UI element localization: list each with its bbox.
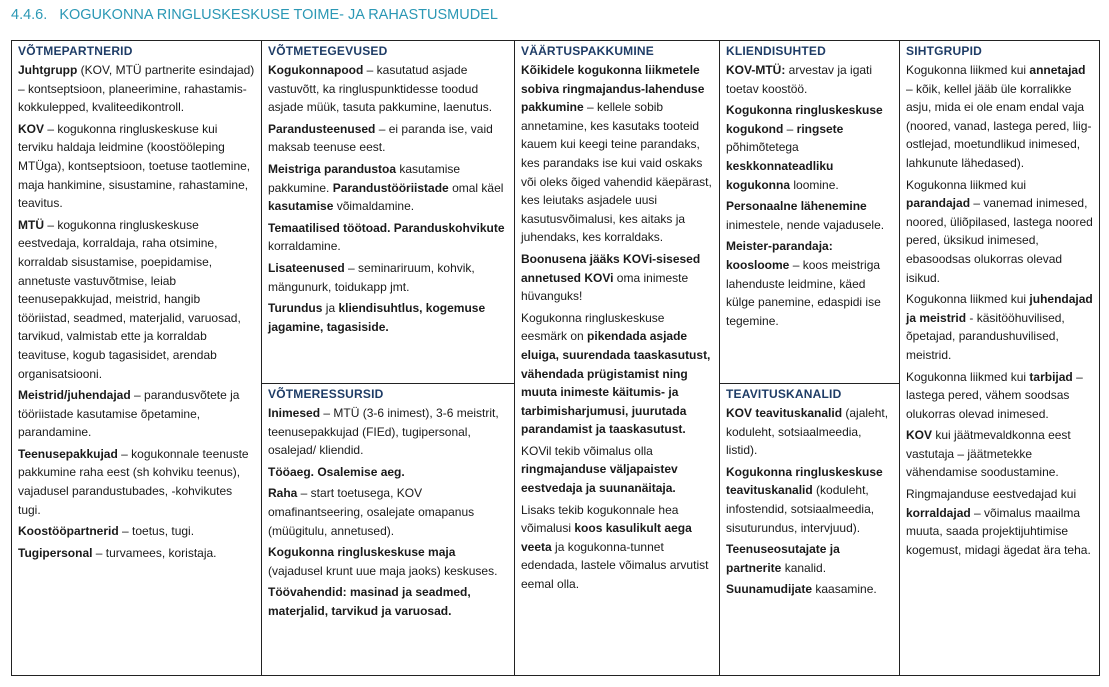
text: – lastega pered, vähem soodsas olukorras olevad inimesed. [906, 369, 1083, 421]
paragraph [268, 160, 508, 216]
bold-text: Parandustööriistade [332, 180, 449, 195]
bold-text: Kogukonna ringluskeskuse maja [268, 545, 456, 560]
paragraph [726, 197, 893, 234]
bold-text: Boonusena jääks KOVi-sisesed annetused KOVi [521, 251, 701, 285]
section-header: VÕTMETEGEVUSED [268, 44, 388, 58]
section-heading [11, 7, 498, 23]
paragraph [268, 404, 508, 460]
section-key-partners [12, 41, 261, 675]
paragraph [18, 445, 255, 519]
section-number: 4.4.6. [11, 7, 48, 23]
text: (KOV, MTÜ partnerite esindajad) – kontseptsioon, planeerimine, rahastamis-kokkulepped, kvaliteedikontroll. [18, 63, 255, 115]
text: – koos meistriga lahenduste leidmine, käed külge panemine, edaspidi ise tegemine. [726, 257, 881, 328]
bold-text: juhendajad ja meistrid [906, 292, 1093, 325]
bold-text: KOV [18, 121, 45, 136]
section-channels [720, 383, 899, 675]
paragraph [521, 309, 713, 439]
paragraph [726, 463, 893, 537]
text: Ringmajanduse eestvedajad kui [906, 487, 1077, 502]
bold-text: Turundus [268, 301, 323, 316]
bold-text: koos kasulikult aega veeta [521, 521, 692, 554]
text: – toetus, tugi. [118, 524, 195, 539]
paragraph [521, 442, 713, 498]
text: – turvamees, koristaja. [92, 545, 217, 560]
bold-text: parandajad [906, 196, 971, 211]
paragraph [18, 120, 255, 213]
text: – kogukonna ringluskeskuse kui terviku haldaja leidmine (koostööleping MTÜga), kontseptsioon, toetuse taotlemine, maja hankimine, sisustamine, rahastamine, teavitus. [18, 121, 251, 211]
bold-text: Koostööpartnerid [18, 524, 119, 539]
paragraph [268, 299, 508, 336]
bold-text: Personaalne lähenemine [726, 199, 867, 214]
paragraph [726, 404, 893, 460]
text: põhimõtetega [726, 140, 799, 155]
text: (vajadusel krunt uue maja jaoks) keskuses. [268, 563, 498, 578]
bold-text: Lisateenused [268, 260, 345, 275]
bold-text: Teenuseosutajate ja partnerite [726, 542, 840, 575]
paragraph [726, 101, 893, 194]
paragraph [726, 237, 893, 330]
text: Kogukonna liikmed kui [906, 177, 1027, 192]
section-header: KLIENDISUHTED [726, 44, 826, 58]
paragraph [726, 61, 893, 98]
text: ja kogukonna-tunnet edendada, lastele võimalus arvutist eemal olla. [521, 539, 709, 592]
text: (koduleht, infostendid, sotsiaalmeedia, sisuturundus, intervjuud). [726, 483, 875, 535]
text: loomine. [790, 177, 839, 192]
bold-text: Inimesed [268, 406, 321, 420]
text: Lisaks tekib kogukonnale hea võimalusi [521, 502, 679, 536]
bold-text: Kõikidele kogukonna liikmetele sobiva ringmajandus-lahenduse pakkumine [521, 63, 705, 115]
text: Kogukonna liikmed kui [906, 63, 1030, 77]
text: – kõik, kellel jääb üle korralikke asju, mida ei ole enam endal vaja (noored, vanad, lastega pered, liig-ostlejad, moetundlikud inimesed, lahkunute lähedased). [906, 81, 1092, 170]
paragraph [726, 540, 893, 577]
section-key-resources [262, 383, 514, 675]
bold-text: Parandusteenused [268, 121, 376, 136]
paragraph [18, 216, 255, 383]
text: – seminariruum, kohvik, mängunurk, toidukapp jmt. [268, 260, 475, 294]
bold-text: kasutamise [268, 199, 334, 214]
bold-text: Kogukonna ringluskeskuse teavituskanalid [726, 464, 883, 498]
bold-text: Tugipersonal [18, 545, 93, 560]
paragraph [906, 61, 1093, 173]
bold-text: KOV [906, 428, 933, 443]
paragraph [268, 259, 508, 296]
bold-text: Tööaeg. Osalemise aeg. [268, 464, 405, 479]
bold-text: Raha [268, 486, 298, 501]
text: – kasutatud asjade vastuvõtt, ka ringluspunktidesse toodud asjade müük, tasuta pakkumine, laenutus. [268, 63, 493, 115]
text: - käsitööhuvilised, õpetajad, parandushuvilised, meistrid. [906, 310, 1065, 362]
paragraph [906, 290, 1093, 364]
bold-text: MTÜ [18, 217, 44, 232]
text: – vanemad inimesed, noored, üliõpilased, lastega noored pered, üksikud inimesed, ebasoodsas olukorras olevad isikud. [906, 196, 1093, 285]
paragraph [521, 501, 713, 594]
text: – [783, 121, 797, 136]
paragraph [268, 61, 508, 117]
bold-text: korraldajad [906, 505, 971, 520]
section-header: SIHTGRUPID [906, 44, 983, 58]
text: omal käel [448, 180, 504, 195]
paragraph [726, 580, 893, 599]
section-title: KOGUKONNA RINGLUSKESKUSE TOIME- JA RAHASTUSMUDEL [59, 7, 498, 23]
section-header: VÄÄRTUSPAKKUMINE [521, 44, 654, 58]
column-key-partners [12, 41, 262, 675]
text: kasutamise pakkumine. [268, 161, 461, 195]
bold-text: KOV-MTÜ: [726, 63, 786, 77]
bold-text: ringmajanduse väljapaistev eestvedaja ja suunanäitaja. [521, 462, 678, 496]
text: (ajaleht, koduleht, sotsiaalmeedia, listid). [726, 406, 889, 458]
paragraph [18, 544, 255, 563]
bold-text: Suunamudijate [726, 582, 813, 597]
bold-text: Meistrid/juhendajad [18, 388, 131, 403]
paragraph [18, 61, 255, 117]
section-header: VÕTMERESSURSID [268, 387, 384, 401]
bold-text: KOV teavituskanalid [726, 406, 843, 420]
text: võimaldamine. [333, 199, 415, 214]
paragraph [906, 176, 1093, 288]
paragraph [268, 543, 508, 580]
section-header: TEAVITUSKANALID [726, 387, 842, 401]
bold-text: Meister-parandaja: koosloome [726, 239, 833, 272]
section-header: VÕTMEPARTNERID [18, 44, 133, 58]
text: ja [322, 301, 339, 316]
text: – kogukonnale teenuste pakkumine raha eest (sh kohviku teenus), vajadusel parandustubades, -kohvikutes tugi. [18, 446, 249, 517]
text: Kogukonna liikmed kui [906, 369, 1030, 384]
section-customer-relationships [720, 41, 899, 383]
paragraph [268, 120, 508, 157]
bold-text: Kogukonnapood [268, 63, 364, 77]
section-key-activities [262, 41, 514, 383]
paragraph [906, 426, 1093, 482]
bold-text: Temaatilised töötoad. Paranduskohvikute [268, 220, 505, 235]
bold-text: ringsete [796, 121, 844, 136]
column-value-proposition [515, 41, 720, 675]
bold-text: Kogukonna ringluskeskuse kogukond [726, 103, 883, 136]
bold-text: pikendada asjade eluiga, suurendada taaskasutust, vähendada prügistamist ning muuta inimeste käitumis- ja tarbimisharjumusi, juurutada parandamist ja taaskasutust. [521, 329, 711, 437]
bold-text: kliendisuhtlus, kogemuse jagamine, tagasiside. [268, 301, 486, 334]
text: – kellele sobib annetamine, kes kasutaks tooteid kauem kui keegi teine parandaks, kes parandaks ise kui vaid oskaks või oleks õiged vahendid käepärast, kes leiutaks asjadele uusi kasutusvõimalusi, kes aitaks ja juhendaks, kes korraldaks. [521, 100, 712, 245]
text: Kogukonna ringluskeskuse eesmärk on [521, 310, 665, 344]
paragraph [906, 368, 1093, 424]
bold-text: annetajad [1029, 63, 1086, 77]
text: kanalid. [781, 560, 827, 575]
text: KOVil tekib võimalus olla [521, 443, 653, 458]
paragraph [521, 61, 713, 247]
paragraph [268, 583, 508, 620]
bold-text: Juhtgrupp [18, 63, 78, 77]
column-activities-resources [262, 41, 515, 675]
column-relationships-channels [720, 41, 900, 675]
paragraph [268, 463, 508, 482]
bold-text: tarbijad [1029, 369, 1073, 384]
text: – MTÜ (3-6 inimest), 3-6 meistrit, teenusepakkujad (FIEd), tugipersonal, osalejad/ kliendid. [268, 406, 499, 458]
section-value-proposition [515, 41, 719, 675]
bold-text: keskkonnateadliku kogukonna [726, 158, 834, 192]
text: arvestav ja igati toetav koostöö. [726, 63, 873, 96]
text: – parandusvõtete ja tööriistade kasutamise õpetamine, parandamine. [18, 388, 240, 440]
bold-text: Meistriga parandustoa [268, 161, 397, 176]
text: – ei paranda ise, vaid maksab teenuse eest. [268, 121, 493, 155]
paragraph [521, 250, 713, 306]
paragraph [906, 485, 1093, 559]
paragraph [268, 484, 508, 540]
bold-text: Teenusepakkujad [18, 446, 118, 461]
text: kui jäätmevaldkonna eest vastutaja – jäätmetekke vähendamise soodustamine. [906, 428, 1071, 480]
bold-text: Töövahendid: masinad ja seadmed, materjalid, tarvikud ja varuosad. [268, 585, 471, 618]
paragraph [18, 386, 255, 442]
text: kaasamine. [812, 582, 877, 597]
paragraph [268, 219, 508, 256]
paragraph [18, 522, 255, 541]
text: – võimalus maailma muuta, saada projektijuhtimise kogemust, midagi ägedat ära teha. [906, 505, 1091, 557]
text: – start toetusega, KOV omafinantseering, osalejate omapanus (müügitulu, annetused). [268, 486, 475, 538]
section-target-groups [900, 41, 1099, 675]
business-model-canvas [11, 40, 1100, 676]
text: korraldamine. [268, 239, 341, 254]
text: – kogukonna ringluskeskuse eestvedaja, korraldaja, raha otsimine, korraldab sisustamise, poepidamise, annetuste vastuvõtmise, leiab teenusepakkujad, meistrid, hangib tööriistad, seadmed, materjalid, varuosad, tarvikud, valmistab ette ja korraldab teavituse, kogub tagasisidet, arendab organisatsiooni. [18, 217, 241, 381]
text: Kogukonna liikmed kui [906, 292, 1030, 307]
text: inimestele, nende vajadusele. [726, 217, 885, 232]
text: oma inimeste hüvanguks! [521, 270, 689, 304]
column-target-groups [900, 41, 1099, 675]
